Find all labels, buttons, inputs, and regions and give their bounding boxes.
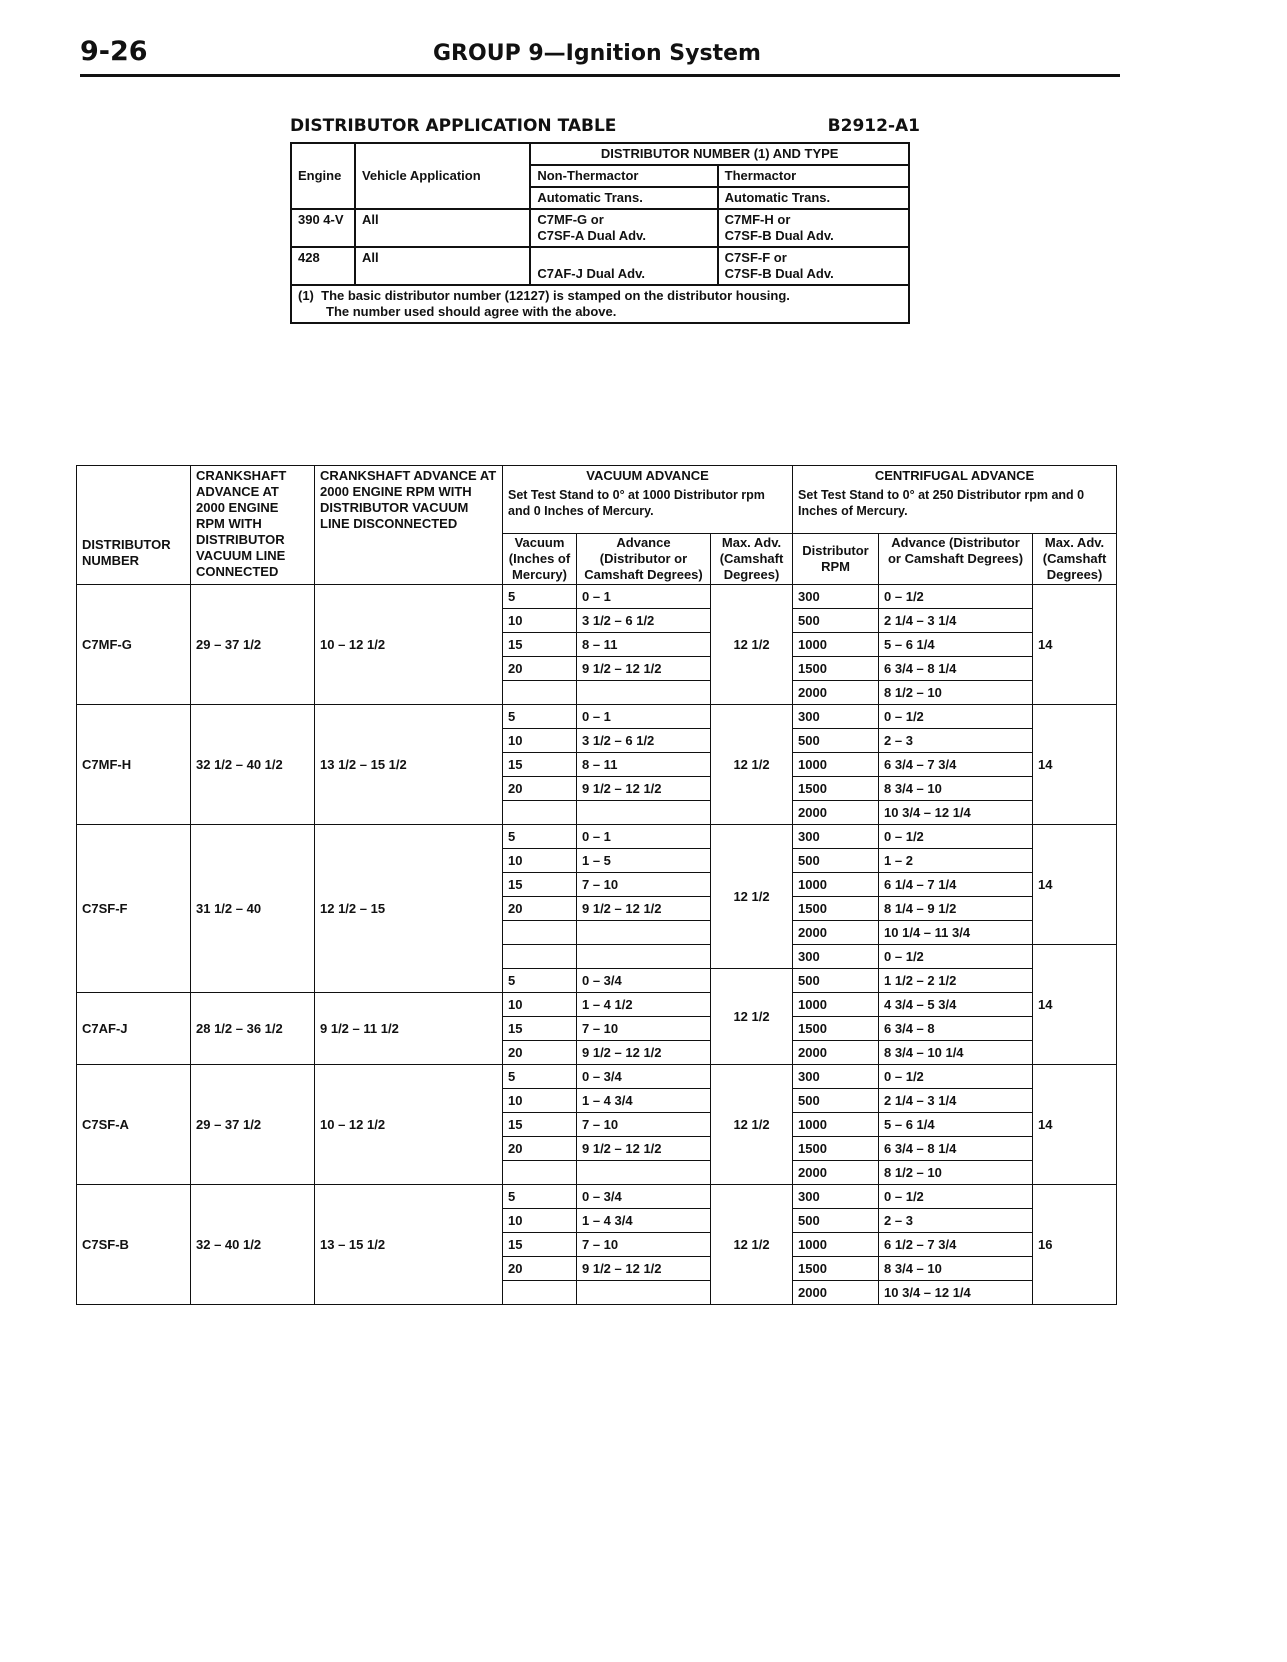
spec-row [77, 1065, 1117, 1089]
footnote-line: The number used should agree with the above. [326, 304, 617, 319]
application-row [291, 209, 909, 247]
centrifugal-advance-cell: 8 3/4 – 10 1/4 [879, 1041, 1033, 1065]
distributor-rpm-cell: 2000 [793, 1041, 879, 1065]
vacuum-inches-cell: 10 [503, 993, 577, 1017]
footnote-cell [291, 285, 909, 323]
vacuum-inches-cell: 15 [503, 873, 577, 897]
vacuum-inches-cell: 20 [503, 657, 577, 681]
centrifugal-max-advance-cell: 14 [1033, 1065, 1117, 1185]
col-distributor-group-header: DISTRIBUTOR NUMBER (1) AND TYPE [530, 143, 909, 165]
vacuum-inches-cell [503, 945, 577, 969]
vacuum-advance-cell: 0 – 3/4 [577, 969, 711, 993]
col-engine-header: Engine [291, 143, 355, 209]
vacuum-inches-cell: 20 [503, 777, 577, 801]
centrifugal-advance-cell: 0 – 1/2 [879, 945, 1033, 969]
vacuum-advance-title: VACUUM ADVANCE [586, 468, 709, 483]
vacuum-inches-cell: 15 [503, 1017, 577, 1041]
vacuum-max-advance-cell: 12 1/2 [711, 969, 793, 1065]
vacuum-inches-cell: 15 [503, 753, 577, 777]
application-row [291, 247, 909, 285]
vacuum-advance-cell: 3 1/2 – 6 1/2 [577, 729, 711, 753]
vacuum-inches-cell: 15 [503, 1113, 577, 1137]
centrifugal-max-advance-cell: 16 [1033, 1185, 1117, 1305]
centrifugal-advance-cell: 2 – 3 [879, 729, 1033, 753]
distributor-number-cell: C7SF-B [77, 1185, 191, 1305]
spec-row [77, 825, 1117, 849]
col-centrifugal-advance: Advance (Distributor or Camshaft Degrees) [879, 534, 1033, 585]
vacuum-inches-cell: 10 [503, 849, 577, 873]
vacuum-inches-cell: 10 [503, 609, 577, 633]
thermactor-trans: Automatic Trans. [718, 187, 909, 209]
advance-disconnected-cell: 13 1/2 – 15 1/2 [315, 705, 503, 825]
thermactor-line: C7MF-H or [724, 212, 791, 227]
distributor-rpm-cell: 1000 [793, 753, 879, 777]
distributor-rpm-cell: 300 [793, 1065, 879, 1089]
spec-row [77, 705, 1117, 729]
spec-row [77, 1185, 1117, 1209]
distributor-rpm-cell: 1500 [793, 657, 879, 681]
thermactor-line: C7SF-B Dual Adv. [724, 266, 834, 281]
vacuum-inches-cell [503, 681, 577, 705]
footnote-marker: (1) [298, 288, 314, 303]
centrifugal-advance-cell: 0 – 1/2 [879, 1065, 1033, 1089]
vacuum-inches-cell [503, 1161, 577, 1185]
vacuum-advance-cell: 3 1/2 – 6 1/2 [577, 609, 711, 633]
distributor-rpm-cell: 500 [793, 969, 879, 993]
thermactor-cell [718, 209, 909, 247]
centrifugal-max-advance-cell: 14 [1033, 585, 1117, 705]
vacuum-advance-cell: 8 – 11 [577, 633, 711, 657]
vacuum-advance-cell [577, 801, 711, 825]
centrifugal-max-advance-cell: 14 [1033, 825, 1117, 945]
thermactor-cell [718, 247, 909, 285]
advance-connected-cell: 31 1/2 – 40 [191, 825, 315, 993]
distributor-rpm-cell: 500 [793, 729, 879, 753]
distributor-application-table [290, 142, 910, 324]
vacuum-advance-cell [577, 921, 711, 945]
centrifugal-advance-cell: 0 – 1/2 [879, 1185, 1033, 1209]
centrifugal-advance-cell: 8 1/2 – 10 [879, 1161, 1033, 1185]
centrifugal-advance-cell: 6 3/4 – 8 1/4 [879, 657, 1033, 681]
spec-row [77, 993, 1117, 1017]
vacuum-inches-cell: 20 [503, 1257, 577, 1281]
vacuum-inches-cell [503, 921, 577, 945]
advance-disconnected-cell: 10 – 12 1/2 [315, 1065, 503, 1185]
vacuum-advance-cell [577, 945, 711, 969]
centrifugal-advance-cell: 0 – 1/2 [879, 585, 1033, 609]
distributor-rpm-cell: 1000 [793, 1233, 879, 1257]
distributor-rpm-cell: 300 [793, 1185, 879, 1209]
centrifugal-advance-cell: 1 1/2 – 2 1/2 [879, 969, 1033, 993]
spec-row [77, 585, 1117, 609]
thermactor-line: C7SF-F or [724, 250, 787, 265]
specification-body [77, 585, 1117, 1305]
centrifugal-advance-cell: 6 3/4 – 8 [879, 1017, 1033, 1041]
vehicle-cell: All [355, 209, 530, 247]
distributor-rpm-cell: 2000 [793, 681, 879, 705]
vacuum-inches-cell: 5 [503, 825, 577, 849]
thermactor-line: C7SF-B Dual Adv. [724, 228, 834, 243]
distributor-rpm-cell: 2000 [793, 1281, 879, 1305]
vacuum-inches-cell: 5 [503, 1065, 577, 1089]
vacuum-advance-cell: 0 – 1 [577, 825, 711, 849]
advance-connected-cell: 29 – 37 1/2 [191, 585, 315, 705]
advance-disconnected-cell: 13 – 15 1/2 [315, 1185, 503, 1305]
centrifugal-advance-cell: 8 1/4 – 9 1/2 [879, 897, 1033, 921]
centrifugal-advance-cell: 2 – 3 [879, 1209, 1033, 1233]
distributor-rpm-cell: 300 [793, 825, 879, 849]
vacuum-max-advance-cell: 12 1/2 [711, 705, 793, 825]
distributor-rpm-cell: 1000 [793, 873, 879, 897]
vacuum-inches-cell: 10 [503, 729, 577, 753]
centrifugal-advance-cell: 5 – 6 1/4 [879, 1113, 1033, 1137]
header-rule [80, 74, 1120, 77]
footnote-text: The basic distributor number (12127) is stamped on the distributor housing. [321, 288, 790, 303]
centrifugal-advance-cell: 4 3/4 – 5 3/4 [879, 993, 1033, 1017]
distributor-rpm-cell: 1500 [793, 897, 879, 921]
vacuum-advance-cell: 7 – 10 [577, 1233, 711, 1257]
advance-disconnected-cell: 10 – 12 1/2 [315, 585, 503, 705]
distributor-rpm-cell: 500 [793, 1209, 879, 1233]
distributor-rpm-cell: 1500 [793, 1137, 879, 1161]
vacuum-max-advance-cell: 12 1/2 [711, 1065, 793, 1185]
distributor-rpm-cell: 500 [793, 1089, 879, 1113]
centrifugal-advance-cell: 1 – 2 [879, 849, 1033, 873]
engine-cell: 428 [291, 247, 355, 285]
non-thermactor-cell [530, 209, 717, 247]
centrifugal-advance-cell: 0 – 1/2 [879, 705, 1033, 729]
centrifugal-advance-title: CENTRIFUGAL ADVANCE [874, 468, 1035, 483]
vacuum-advance-cell: 7 – 10 [577, 873, 711, 897]
centrifugal-advance-cell: 10 3/4 – 12 1/4 [879, 801, 1033, 825]
application-table-title: DISTRIBUTOR APPLICATION TABLE [290, 116, 617, 136]
vacuum-inches-cell: 20 [503, 1137, 577, 1161]
distributor-rpm-cell: 1000 [793, 1113, 879, 1137]
vacuum-inches-cell: 10 [503, 1209, 577, 1233]
vacuum-advance-cell: 9 1/2 – 12 1/2 [577, 657, 711, 681]
application-table-code: B2912-A1 [827, 116, 920, 136]
vacuum-advance-cell [577, 1281, 711, 1305]
vacuum-advance-cell [577, 1161, 711, 1185]
centrifugal-max-advance-cell: 14 [1033, 945, 1117, 1065]
distributor-specification-table [76, 465, 1117, 1305]
distributor-rpm-cell: 300 [793, 585, 879, 609]
non-thermactor-line: C7AF-J Dual Adv. [537, 266, 645, 281]
non-thermactor-line: C7MF-G or [537, 212, 604, 227]
vacuum-advance-cell: 0 – 3/4 [577, 1185, 711, 1209]
vacuum-advance-cell: 1 – 4 3/4 [577, 1089, 711, 1113]
vacuum-inches-cell: 5 [503, 585, 577, 609]
distributor-rpm-cell: 1500 [793, 1017, 879, 1041]
col-centrifugal-max: Max. Adv. (Camshaft Degrees) [1033, 534, 1117, 585]
centrifugal-advance-cell: 6 1/2 – 7 3/4 [879, 1233, 1033, 1257]
centrifugal-advance-group [793, 466, 1117, 534]
centrifugal-advance-note: Set Test Stand to 0° at 250 Distributor rpm and 0 Inches of Mercury. [798, 488, 1085, 518]
vacuum-advance-cell: 9 1/2 – 12 1/2 [577, 1257, 711, 1281]
centrifugal-advance-cell: 0 – 1/2 [879, 825, 1033, 849]
vacuum-advance-note: Set Test Stand to 0° at 1000 Distributor rpm and 0 Inches of Mercury. [508, 488, 765, 518]
distributor-rpm-cell: 300 [793, 705, 879, 729]
distributor-number-cell: C7SF-F [77, 825, 191, 993]
advance-connected-cell: 32 1/2 – 40 1/2 [191, 705, 315, 825]
distributor-number-cell: C7AF-J [77, 993, 191, 1065]
vacuum-inches-cell: 5 [503, 705, 577, 729]
distributor-rpm-cell: 1000 [793, 993, 879, 1017]
distributor-rpm-cell: 1000 [793, 633, 879, 657]
distributor-rpm-cell: 500 [793, 609, 879, 633]
vacuum-advance-group [503, 466, 793, 534]
vacuum-advance-cell: 9 1/2 – 12 1/2 [577, 1041, 711, 1065]
centrifugal-advance-cell: 10 1/4 – 11 3/4 [879, 921, 1033, 945]
distributor-number-cell: C7SF-A [77, 1065, 191, 1185]
vacuum-advance-cell: 0 – 1 [577, 585, 711, 609]
centrifugal-advance-cell: 6 3/4 – 7 3/4 [879, 753, 1033, 777]
advance-connected-cell: 28 1/2 – 36 1/2 [191, 993, 315, 1065]
vacuum-inches-cell: 5 [503, 1185, 577, 1209]
vacuum-inches-cell: 20 [503, 897, 577, 921]
vacuum-inches-cell: 15 [503, 1233, 577, 1257]
col-non-thermactor-header: Non-Thermactor [530, 165, 717, 187]
centrifugal-advance-cell: 2 1/4 – 3 1/4 [879, 1089, 1033, 1113]
col-vacuum-advance: Advance (Distributor or Camshaft Degrees) [577, 534, 711, 585]
vacuum-inches-cell: 20 [503, 1041, 577, 1065]
vacuum-advance-cell: 0 – 1 [577, 705, 711, 729]
distributor-rpm-cell: 300 [793, 945, 879, 969]
vacuum-advance-cell: 1 – 5 [577, 849, 711, 873]
engine-cell: 390 4-V [291, 209, 355, 247]
col-advance-connected: CRANKSHAFT ADVANCE AT 2000 ENGINE RPM WITH DISTRIBUTOR VACUUM LINE CONNECTED [191, 466, 315, 585]
footnote-row [291, 285, 909, 323]
col-centrifugal-rpm: Distributor RPM [793, 534, 879, 585]
distributor-rpm-cell: 2000 [793, 801, 879, 825]
distributor-rpm-cell: 1500 [793, 1257, 879, 1281]
vacuum-inches-cell: 5 [503, 969, 577, 993]
vacuum-inches-cell [503, 1281, 577, 1305]
non-thermactor-cell [530, 247, 717, 285]
vacuum-advance-cell: 9 1/2 – 12 1/2 [577, 777, 711, 801]
page-number: 9-26 [80, 36, 148, 67]
distributor-rpm-cell: 1500 [793, 777, 879, 801]
vehicle-cell: All [355, 247, 530, 285]
centrifugal-advance-cell: 5 – 6 1/4 [879, 633, 1033, 657]
centrifugal-advance-cell: 6 1/4 – 7 1/4 [879, 873, 1033, 897]
advance-disconnected-cell: 9 1/2 – 11 1/2 [315, 993, 503, 1065]
vacuum-max-advance-cell: 12 1/2 [711, 825, 793, 969]
vacuum-inches-cell [503, 801, 577, 825]
centrifugal-advance-cell: 2 1/4 – 3 1/4 [879, 609, 1033, 633]
centrifugal-advance-cell: 8 3/4 – 10 [879, 777, 1033, 801]
vacuum-max-advance-cell: 12 1/2 [711, 585, 793, 705]
vacuum-advance-cell: 1 – 4 3/4 [577, 1209, 711, 1233]
vacuum-advance-cell: 8 – 11 [577, 753, 711, 777]
col-vacuum-inches: Vacuum (Inches of Mercury) [503, 534, 577, 585]
vacuum-advance-cell: 9 1/2 – 12 1/2 [577, 1137, 711, 1161]
advance-connected-cell: 32 – 40 1/2 [191, 1185, 315, 1305]
col-distributor-number: DISTRIBUTOR NUMBER [77, 466, 191, 585]
distributor-rpm-cell: 2000 [793, 1161, 879, 1185]
distributor-rpm-cell: 2000 [793, 921, 879, 945]
distributor-number-cell: C7MF-H [77, 705, 191, 825]
col-thermactor-header: Thermactor [718, 165, 909, 187]
col-vehicle-header: Vehicle Application [355, 143, 530, 209]
vacuum-inches-cell: 10 [503, 1089, 577, 1113]
centrifugal-advance-cell: 8 3/4 – 10 [879, 1257, 1033, 1281]
col-advance-disconnected: CRANKSHAFT ADVANCE AT 2000 ENGINE RPM WITH DISTRIBUTOR VACUUM LINE DISCONNECTED [315, 466, 503, 585]
centrifugal-max-advance-cell: 14 [1033, 705, 1117, 825]
distributor-number-cell: C7MF-G [77, 585, 191, 705]
vacuum-advance-cell: 9 1/2 – 12 1/2 [577, 897, 711, 921]
centrifugal-advance-cell: 6 3/4 – 8 1/4 [879, 1137, 1033, 1161]
vacuum-inches-cell: 15 [503, 633, 577, 657]
centrifugal-advance-cell: 10 3/4 – 12 1/4 [879, 1281, 1033, 1305]
vacuum-max-advance-cell: 12 1/2 [711, 1185, 793, 1305]
distributor-rpm-cell: 500 [793, 849, 879, 873]
vacuum-advance-cell: 7 – 10 [577, 1017, 711, 1041]
advance-disconnected-cell: 12 1/2 – 15 [315, 825, 503, 993]
vacuum-advance-cell: 7 – 10 [577, 1113, 711, 1137]
col-vacuum-max: Max. Adv. (Camshaft Degrees) [711, 534, 793, 585]
application-table-heading [290, 116, 920, 136]
page-title: GROUP 9—Ignition System [433, 41, 761, 66]
vacuum-advance-cell [577, 681, 711, 705]
non-thermactor-line: C7SF-A Dual Adv. [537, 228, 646, 243]
centrifugal-advance-cell: 8 1/2 – 10 [879, 681, 1033, 705]
advance-connected-cell: 29 – 37 1/2 [191, 1065, 315, 1185]
non-thermactor-trans: Automatic Trans. [530, 187, 717, 209]
vacuum-advance-cell: 1 – 4 1/2 [577, 993, 711, 1017]
vacuum-advance-cell: 0 – 3/4 [577, 1065, 711, 1089]
footnote-line [298, 288, 902, 304]
